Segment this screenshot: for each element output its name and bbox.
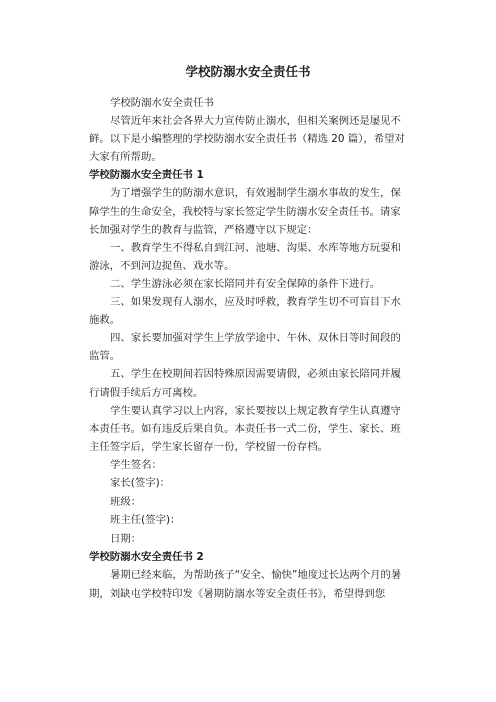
signature-student: 学生签名： — [110, 458, 162, 471]
intro-label: 学校防溺水安全责任书 — [110, 97, 214, 109]
section-2-heading: 学校防溺水安全责任书 2 — [89, 551, 204, 564]
section-2-paragraph: 暑期已经来临，为帮助孩子“安全、愉快”地度过长达两个月的暑期，刘缺屯学校特印发《暑期防溺水等安全责任书》，希望得到您 — [89, 569, 402, 600]
rule-2: 二、学生游泳必须在家长陪同并有安全保障的条件下进行。 — [110, 277, 381, 290]
signature-date: 日期： — [110, 532, 142, 545]
signature-parent: 家长(签字)： — [110, 477, 171, 490]
rule-1: 一、教育学生不得私自到江河、池塘、沟渠、水库等地方玩耍和游泳，不到河边捉鱼、戏水等。 — [89, 241, 401, 272]
document-title: 学校防溺水安全责任书 — [185, 64, 311, 79]
signature-class: 班级： — [110, 495, 142, 508]
rule-5: 五、学生在校期间若因特殊原因需要请假，必须由家长陪同并履行请假手续后方可离校。 — [89, 368, 401, 399]
section-1-heading: 学校防溺水安全责任书 1 — [89, 169, 204, 182]
section-1-closing-paragraph: 学生要认真学习以上内容，家长要按以上规定教育学生认真遵守本责任书。如有违反后果自负。本责任书一式二份，学生、家长、班主任签字后，学生家长留存一份，学校留一份存档。 — [89, 404, 401, 453]
rule-3: 三、如果发现有人溺水，应及时呼救，教育学生切不可盲目下水施救。 — [89, 296, 401, 327]
intro-paragraph: 尽管近年来社会各界大力宣传防止溺水，但相关案例还是屡见不鲜。以下是小编整理的学校防溺水安全责任书（精选 20 篇），希望对大家有所帮助。 — [89, 115, 405, 164]
document-body — [89, 94, 408, 603]
section-1-paragraph: 为了增强学生的防溺水意识，有效遏制学生溺水事故的发生，保障学生的生命安全，我校特与家长签定学生防溺水安全责任书。请家长加强对学生的教育与监管，严格遵守以下规定： — [89, 187, 401, 236]
rule-4: 四、家长要加强对学生上学放学途中、午休、双休日等时间段的监管。 — [89, 332, 401, 363]
signature-teacher: 班主任(签字)： — [110, 514, 181, 527]
